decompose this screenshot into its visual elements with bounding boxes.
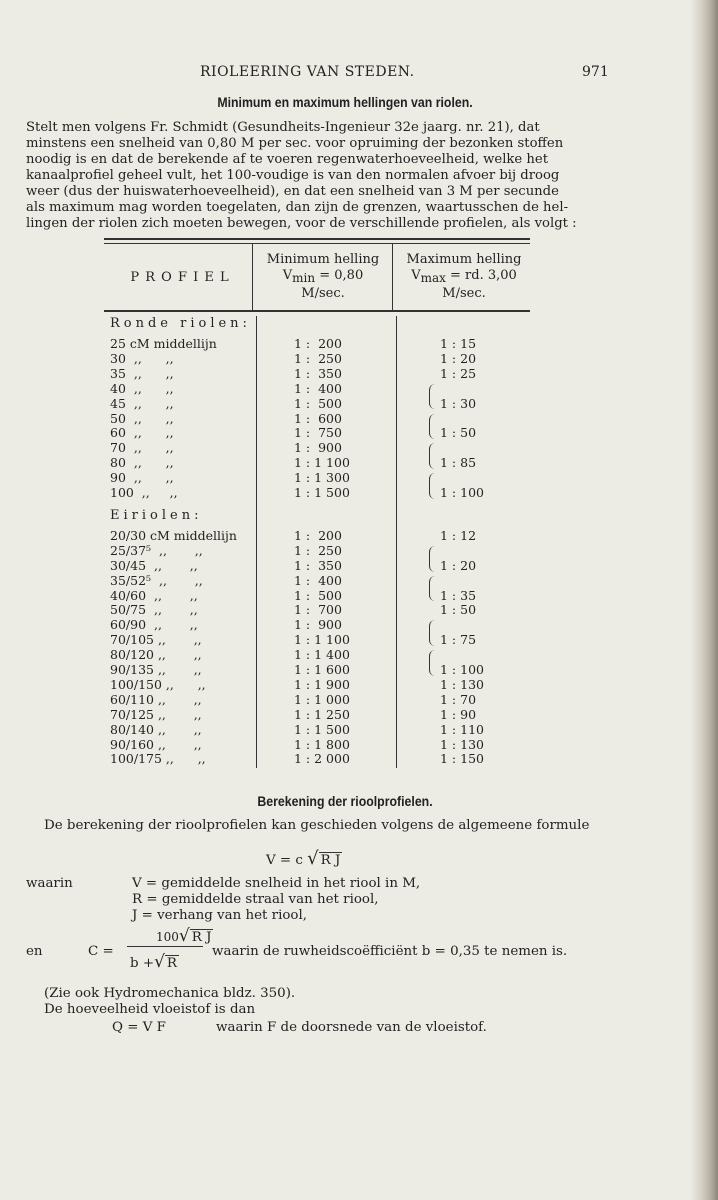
header-profiel: P R O F I E L (130, 270, 230, 285)
group-label: Ronde riolen: (110, 316, 251, 331)
cell-max-helling: 1 : 100 (440, 662, 484, 677)
header-min-line3: M/sec. (301, 286, 345, 301)
formula-q: Q = V F (112, 1020, 166, 1035)
cell-profile: 25/37⁵ ,, ,, (110, 542, 203, 558)
vloeistof-text: De hoeveelheid vloeistof is dan (44, 1002, 256, 1017)
header-max-sub: max (420, 271, 446, 285)
def-v: V = gemiddelde snelheid in het riool in M, (132, 876, 421, 891)
cell-max-helling: 1 : 50 (440, 602, 477, 618)
intro-line: kanaalprofiel geheel vult, het 100-voudige is van den normalen afvoer bij droog (26, 168, 560, 183)
cell-profile: 30 ,, ,, (110, 350, 174, 366)
cell-profile: 90/135 ,, ,, (110, 662, 202, 677)
cell-max-helling: 1 : 20 (440, 350, 477, 366)
brace-icon (429, 650, 435, 676)
cell-profile: 30/45 ,, ,, (110, 557, 198, 573)
group-label: Eiriolen: (110, 507, 203, 523)
cell-max-helling: 1 : 35 (440, 587, 477, 603)
cell-profile: 80/120 ,, ,, (110, 647, 202, 663)
def-r: R = gemiddelde straal van het riool, (132, 892, 379, 907)
berekening-intro: De berekening der rioolprofielen kan geschieden volgens de algemeene formule (44, 818, 590, 833)
intro-line: weer (dus der huiswaterhoeveelheid), en dat een snelheid van 3 M per secunde (26, 184, 559, 199)
header-min-v: V (282, 268, 293, 283)
header-min-line2 (254, 268, 392, 286)
cell-min-helling: 1 : 750 (294, 425, 342, 441)
page-number: 971 (582, 64, 609, 80)
body-divider-2 (396, 316, 397, 768)
intro-paragraph (26, 120, 612, 232)
table-top-rule-thin (104, 243, 530, 244)
cell-min-helling: 1 : 1 600 (294, 662, 350, 677)
cell-min-helling: 1 : 1 500 (294, 485, 350, 500)
brace-icon (429, 620, 435, 646)
cell-min-helling: 1 : 1 250 (294, 706, 350, 722)
body-divider-1 (256, 316, 257, 768)
page-edge-shadow (690, 0, 718, 1200)
header-divider-1 (252, 244, 253, 310)
intro-line: als maximum mag worden toegelaten, dan zijn de grenzen, waartusschen de hel- (26, 200, 569, 215)
intro-line: minstens een snelheid van 0,80 M per sec. voor opruiming der bezonken stoffen (26, 136, 564, 151)
brace-icon (429, 414, 435, 440)
cell-profile: 100 ,, ,, (110, 485, 178, 500)
cell-min-helling: 1 : 1 800 (294, 736, 350, 752)
intro-line: noodig is en dat de berekende af te voeren regenwaterhoeveelheid, welke het (26, 152, 549, 167)
formula-c-den-radicand: R (166, 956, 177, 971)
cell-profile: 90 ,, ,, (110, 470, 174, 486)
cell-max-helling: 1 : 50 (440, 425, 477, 441)
cell-min-helling: 1 : 1 100 (294, 632, 350, 648)
cell-max-helling: 1 : 15 (440, 336, 477, 351)
brace-icon (429, 473, 435, 499)
def-j: J = verhang van het riool, (132, 908, 308, 923)
formula-c-den-b: b + (130, 956, 155, 971)
cell-profile: 80/140 ,, ,, (110, 721, 202, 737)
formula-c-lhs: C = (88, 944, 114, 959)
cell-min-helling: 1 : 600 (294, 410, 342, 426)
cell-min-helling: 1 : 900 (294, 440, 342, 456)
running-title: RIOLEERING VAN STEDEN. (200, 64, 415, 80)
cell-profile: 80 ,, ,, (110, 455, 174, 471)
brace-icon (429, 546, 435, 572)
cell-profile: 20/30 cM middellijn (110, 527, 237, 543)
cell-profile: 40 ,, ,, (110, 380, 174, 396)
cell-min-helling: 1 : 400 (294, 380, 342, 396)
header-max-line2 (394, 268, 534, 286)
cell-min-helling: 1 : 400 (294, 572, 342, 588)
header-min-rest: = 0,80 (315, 268, 364, 283)
cell-max-helling: 1 : 30 (440, 395, 477, 411)
cell-max-helling: 1 : 25 (440, 365, 477, 381)
header-max-line3: M/sec. (442, 286, 486, 301)
cell-profile: 70/105 ,, ,, (110, 632, 202, 648)
reference-note: (Zie ook Hydromechanica bldz. 350). (44, 986, 296, 1001)
cell-min-helling: 1 : 1 100 (294, 455, 350, 471)
cell-min-helling: 1 : 1 400 (294, 647, 350, 663)
formula-c-numerator (156, 926, 213, 946)
formula-c-num-100: 100 (156, 930, 179, 944)
cell-profile: 70 ,, ,, (110, 440, 174, 456)
cell-profile: 60 ,, ,, (110, 425, 174, 441)
header-max (394, 252, 534, 302)
cell-profile: 35/52⁵ ,, ,, (110, 572, 203, 588)
cell-profile: 50/75 ,, ,, (110, 602, 198, 618)
cell-profile: 25 cM middellijn (110, 336, 217, 351)
cell-min-helling: 1 : 250 (294, 542, 342, 558)
cell-min-helling: 1 : 250 (294, 350, 342, 366)
header-max-v: V (411, 268, 421, 283)
cell-profile: 100/175 ,, ,, (110, 751, 206, 767)
waarin-label: waarin (26, 876, 73, 891)
table-top-rule (104, 238, 530, 240)
sqrt-symbol: √ (178, 926, 190, 946)
section-title-berekening: Berekening der rioolprofielen. (257, 793, 433, 809)
cell-min-helling: 1 : 200 (294, 336, 342, 351)
cell-max-helling: 1 : 110 (440, 721, 484, 737)
cell-max-helling: 1 : 75 (440, 632, 477, 648)
header-min-sub: min (292, 271, 316, 285)
formula-v-radicand: R J (320, 853, 341, 868)
header-min-line1: Minimum helling (266, 252, 380, 267)
formula-c-denominator (130, 952, 179, 972)
cell-min-helling: 1 : 350 (294, 557, 342, 573)
cell-max-helling: 1 : 130 (440, 736, 484, 752)
cell-profile: 70/125 ,, ,, (110, 706, 202, 722)
cell-profile: 50 ,, ,, (110, 410, 174, 426)
cell-profile: 35 ,, ,, (110, 365, 174, 381)
cell-min-helling: 1 : 2 000 (294, 751, 350, 767)
cell-min-helling: 1 : 500 (294, 587, 342, 603)
intro-line: Stelt men volgens Fr. Schmidt (Gesundheits-Ingenieur 32e jaarg. nr. 21), dat (26, 120, 540, 135)
cell-min-helling: 1 : 1 300 (294, 470, 350, 486)
formula-q-tail: waarin F de doorsnede van de vloeistof. (216, 1020, 487, 1035)
cell-min-helling: 1 : 1 900 (294, 676, 350, 692)
sqrt-symbol: √ (307, 848, 319, 869)
cell-min-helling: 1 : 700 (294, 602, 342, 618)
cell-max-helling: 1 : 150 (440, 751, 484, 767)
en-label: en (26, 944, 43, 959)
brace-icon (429, 384, 435, 410)
cell-min-helling: 1 : 500 (294, 395, 342, 411)
header-bottom-rule (104, 310, 530, 312)
sqrt-symbol: √ (154, 952, 165, 972)
formula-v (266, 848, 342, 869)
cell-min-helling: 1 : 200 (294, 527, 342, 543)
cell-max-helling: 1 : 130 (440, 676, 484, 692)
header-max-line1: Maximum helling (406, 252, 522, 267)
cell-profile: 40/60 ,, ,, (110, 587, 198, 603)
cell-max-helling: 1 : 100 (440, 485, 484, 500)
formula-c-tail: waarin de ruwheidscoëfficiënt b = 0,35 te nemen is. (212, 944, 568, 959)
formula-c-num-radicand: R J (191, 930, 212, 945)
cell-min-helling: 1 : 1 000 (294, 691, 350, 707)
cell-max-helling: 1 : 85 (440, 455, 477, 471)
section-title-hellingen: Minimum en maximum hellingen van riolen. (217, 94, 473, 110)
cell-profile: 60/90 ,, ,, (110, 617, 198, 633)
brace-icon (429, 576, 435, 602)
formula-v-lhs: V = c (266, 853, 303, 868)
cell-min-helling: 1 : 1 500 (294, 721, 350, 737)
brace-icon (429, 443, 435, 469)
header-divider-2 (392, 244, 393, 310)
cell-profile: 100/150 ,, ,, (110, 676, 206, 692)
intro-line: lingen der riolen zich moeten bewegen, voor de verschillende profielen, als volgt : (26, 216, 577, 231)
cell-profile: 90/160 ,, ,, (110, 736, 202, 752)
cell-max-helling: 1 : 70 (440, 691, 477, 707)
cell-max-helling: 1 : 90 (440, 706, 477, 722)
cell-profile: 60/110 ,, ,, (110, 691, 202, 707)
header-min (254, 252, 392, 302)
cell-max-helling: 1 : 12 (440, 527, 477, 543)
header-max-rest: = rd. 3,00 (445, 268, 517, 283)
cell-max-helling: 1 : 20 (440, 557, 477, 573)
cell-min-helling: 1 : 350 (294, 365, 342, 381)
cell-profile: 45 ,, ,, (110, 395, 174, 411)
fraction-bar (127, 946, 203, 947)
cell-min-helling: 1 : 900 (294, 617, 342, 633)
